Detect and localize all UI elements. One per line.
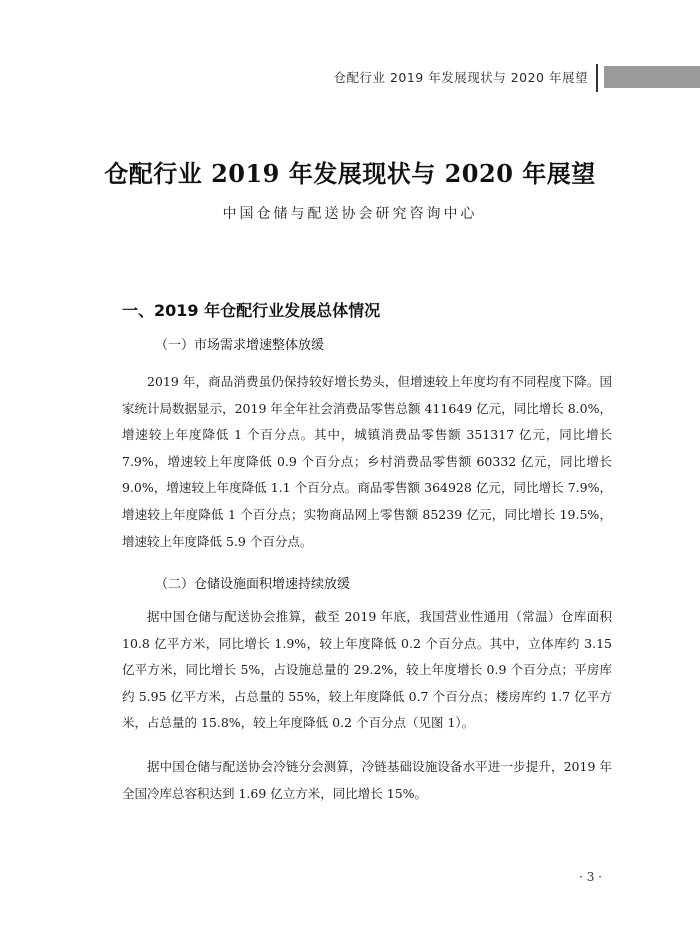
page-number: · 3 · <box>579 870 602 884</box>
section-heading: 一、2019 年仓配行业发展总体情况 <box>122 301 381 320</box>
paragraph: 据中国仓储与配送协会推算，截至 2019 年底，我国营业性通用（常温）仓库面积 10.8 亿平方米，同比增长 1.9%，较上年度降低 0.2 个百分点。其中，立体库约 3.15 亿平方米，同比增长 5%，占设施总量的 29.2%，较上年度增长 0.9 个百分点；平房库约 5.95 亿平方米，占总量的 55%，较上年度降低 0.7 个百分点；楼房库约 1.7 亿平方米，占总量的 15.8%，较上年度降低 0.2 个百分点（见图 1）。 <box>122 609 612 731</box>
running-header: 仓配行业 2019 年发展现状与 2020 年展望 <box>333 70 588 85</box>
author-line: 中国仓储与配送协会研究咨询中心 <box>222 206 478 222</box>
paragraph: 2019 年，商品消费虽仍保持较好增长势头，但增速较上年度均有不同程度下降。国家统计局数据显示，2019 年全年社会消费品零售总额 411649 亿元，同比增长 8.0%，增速较上年度降低 1 个百分点。其中，城镇消费品零售额 351317 亿元，同比增长 7.9%，增速较上年度降低 0.9 个百分点；乡村消费品零售额 60332 亿元，同比增长 9.0%，增速较上年度降低 1.1 个百分点。商品零售额 364928 亿元，同比增长 7.9%，增速较上年度降低 1 个百分点；实物商品网上零售额 85239 亿元，同比增长 19.5%，增速较上年度降低 5.9 个百分点。 <box>122 374 612 549</box>
subsection-heading: （二）仓储设施面积增速持续放缓 <box>155 577 351 592</box>
subsection-heading: （一）市场需求增速整体放缓 <box>155 338 325 353</box>
header-gray-bar <box>604 66 700 88</box>
paragraph: 据中国仓储与配送协会冷链分会测算，冷链基础设施设备水平进一步提升，2019 年全国冷库总容积达到 1.69 亿立方米，同比增长 15%。 <box>122 759 612 801</box>
header-divider <box>596 64 598 92</box>
page-title: 仓配行业 2019 年发展现状与 2020 年展望 <box>104 159 596 188</box>
